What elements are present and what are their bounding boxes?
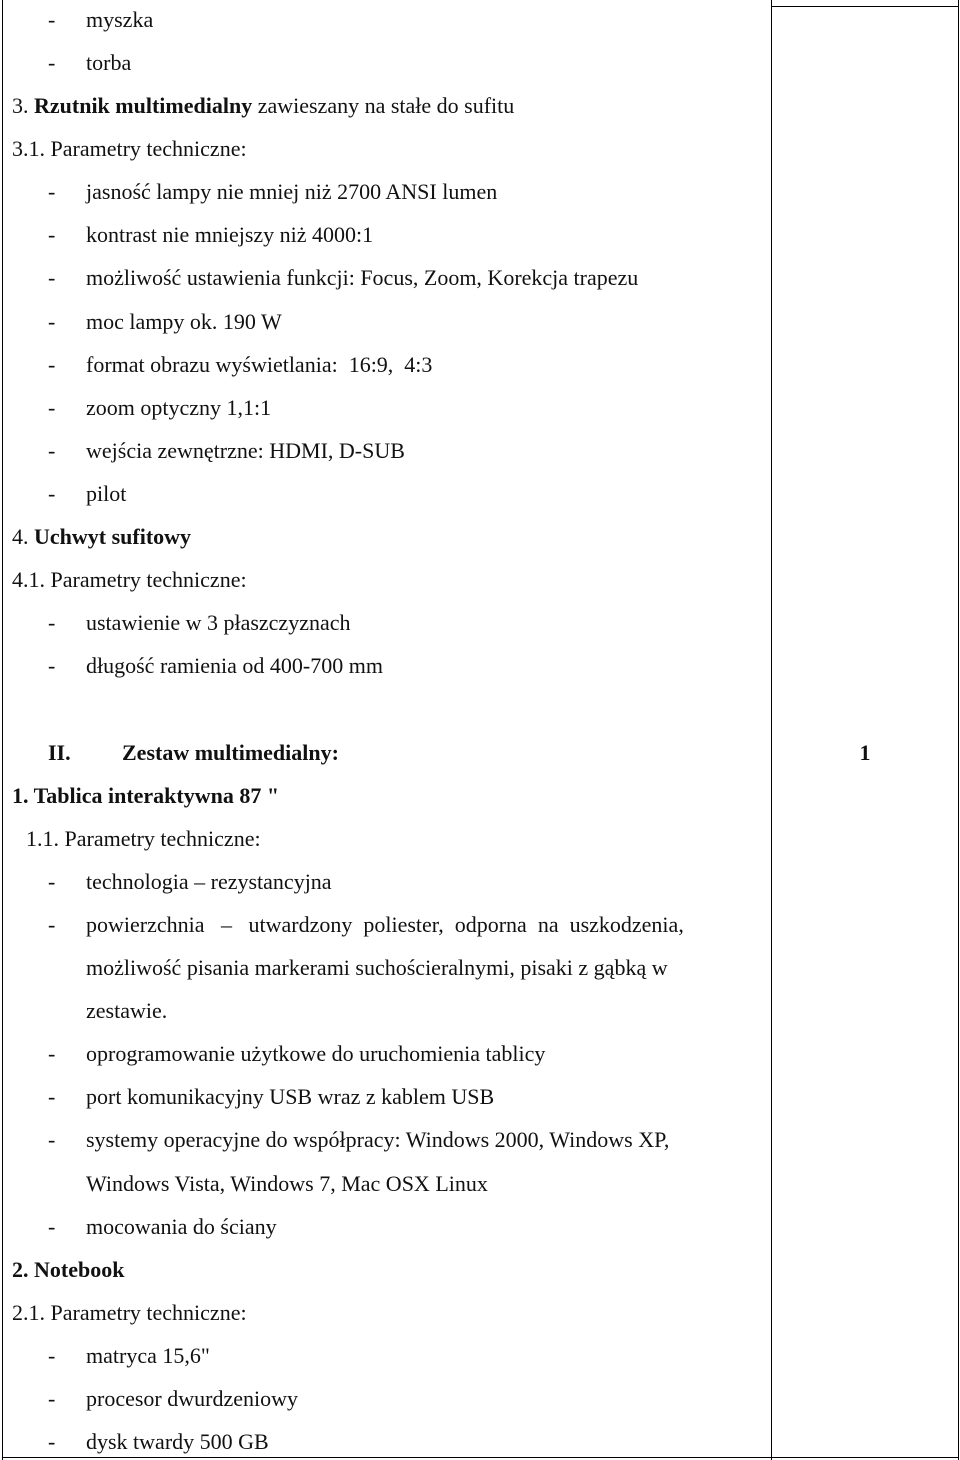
table-border-right [958, 0, 959, 1460]
subheading-technical-parameters: 4.1. Parametry techniczne: [12, 567, 247, 592]
table-border-left [2, 0, 3, 1460]
quantity-cell: 1 [859, 740, 871, 765]
document-page: - myszka - torba 3. Rzutnik multimedialny zawieszany na stałe do sufitu 3.1. Parametry techniczne: - jasność lampy nie mniej niż 2700 ANSI lumen - kontrast nie mniejszy niż 4000:1 - możliwość ustawienia funkcji: Focus, Zoom, Korekcja trapezu - moc lampy ok. 190 W - format obrazu wyświetlania: 16:9, 4:3 - zoom optyczny 1,1:1 - wejścia zewnętrzne: HDMI, D-SUB - pilot 4. Uchwyt sufitowy 4.1. Parametry techniczne: - ustawienie w 3 płaszczyznach - długość ramienia od 400-700 mm II. Zestaw multimedialny: 1 1. Tablica interaktywna 87 " 1.1. Parametry techniczne: - technologia – rezystancyjna - powierzchnia – utwardzony poliester, odporna na uszkodzenia, możliwość pisania markerami suchościeralnymi, pisaki z gąbką w zestawie. - oprogramowanie użytkowe do uruchomienia tablicy - port komunikacyjny USB wraz z kablem USB - systemy operacyjne do współpracy: Windows 2000, Windows XP, Windows Vista, Windows 7, Mac OSX Linux - mocowania do ściany 2. Notebook 2.1. Parametry techniczne: - matryca 15,6" - procesor dwurdzeniowy - dysk twardy 500 GB [0, 0, 960, 1460]
section-heading-projector: 3. Rzutnik multimedialny zawieszany na stałe do sufitu [12, 93, 515, 118]
table-border-middle [771, 0, 772, 1460]
subheading-technical-parameters: 1.1. Parametry techniczne: [26, 826, 261, 851]
section-heading-ceiling-mount: 4. Uchwyt sufitowy [12, 524, 192, 549]
subheading-technical-parameters: 3.1. Parametry techniczne: [12, 136, 247, 161]
table-border-top-right-cell [771, 6, 959, 7]
item-heading-interactive-board: 1. Tablica interaktywna 87 " [12, 783, 280, 808]
item-heading-notebook: 2. Notebook [12, 1257, 125, 1282]
table-border-bottom [2, 1457, 959, 1458]
subheading-technical-parameters: 2.1. Parametry techniczne: [12, 1300, 247, 1325]
